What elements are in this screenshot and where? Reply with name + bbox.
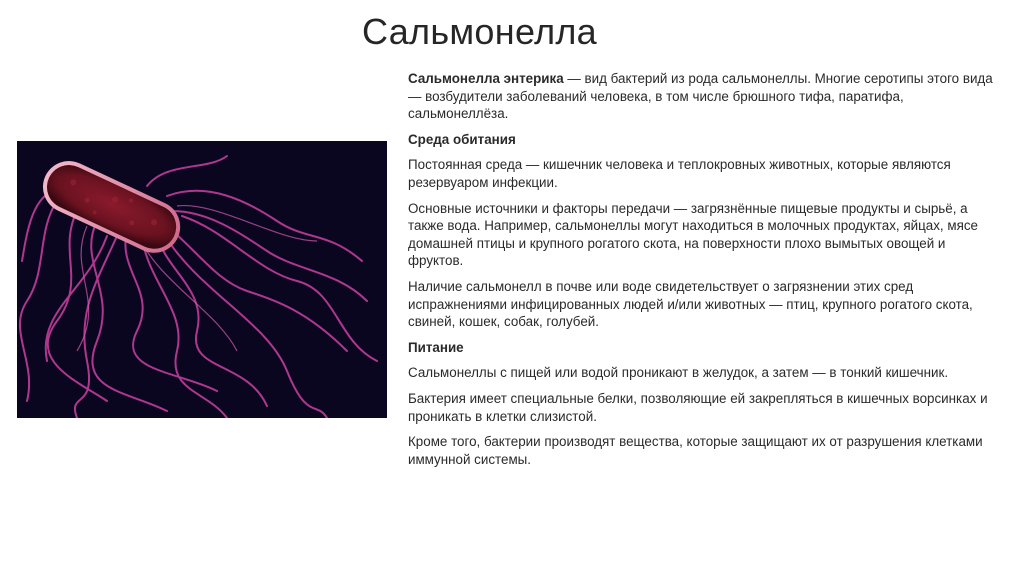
intro-text: — вид бактерий из рода сальмонеллы. Многие серотипы этого вида — возбудители заболеваний человека, в том числе брюшного тифа, паратифа, сальмонеллёза.: [408, 71, 993, 122]
habitat-heading: Среда обитания: [408, 131, 516, 147]
nutrition-heading: Питание: [408, 339, 464, 355]
habitat-paragraph-1: Постоянная среда — кишечник человека и теплокровных животных, которые являются резервуаром инфекции.: [408, 157, 951, 190]
slide-title: Сальмонелла: [362, 11, 597, 52]
habitat-paragraph-3: Наличие сальмонелл в почве или воде свидетельствует о загрязнении этих сред испражнениями инфицированных людей и/или животных — птиц, крупного рогатого скота, свиней, кошек, собак, голубей.: [408, 278, 973, 330]
salmonella-bacterium-icon: [17, 141, 387, 418]
nutrition-paragraph-2: Бактерия имеет специальные белки, позволяющие ей закрепляться в кишечных ворсинках и проникать в клетки слизистой.: [408, 390, 988, 424]
intro-term: Сальмонелла энтерика: [408, 71, 564, 86]
bacterium-image: [17, 141, 387, 418]
nutrition-paragraph-3: Кроме того, бактерии производят вещества, которые защищают их от разрушения клетками иммунной системы.: [408, 434, 983, 467]
text-content: [408, 70, 998, 476]
habitat-paragraph-2: Основные источники и факторы передачи — загрязнённые пищевые продукты и сырьё, а также вода. Например, сальмонеллы могут находиться в молочных продуктах, яйцах, мясе домашней птицы и крупного рогатого скота, на поверхности плохо вымытых овощей и фруктов.: [408, 200, 978, 269]
intro-paragraph: [408, 70, 998, 123]
nutrition-paragraph-1: Сальмонеллы с пищей или водой проникают в желудок, а затем — в тонкий кишечник.: [408, 365, 949, 381]
